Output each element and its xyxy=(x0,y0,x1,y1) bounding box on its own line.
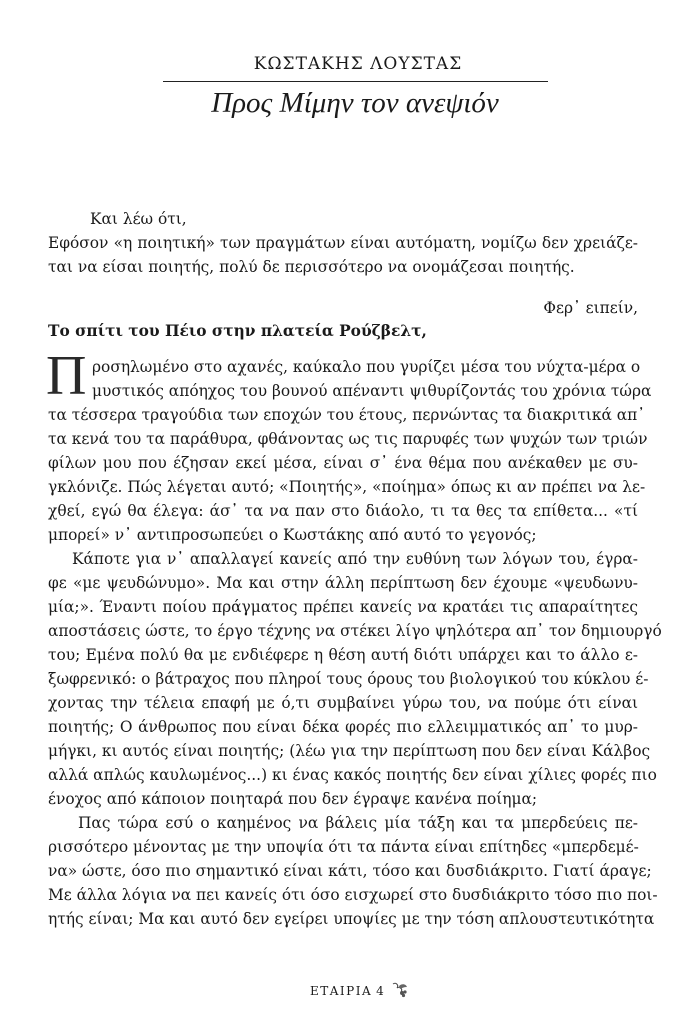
body-line: χθεί, εγώ θα έλεγα: άσ᾽ τα να παν στο διάολο, τι τα θες τα επίθετα... «τί xyxy=(48,502,638,520)
author-name: ΚΩΣΤΑΚΗΣ ΛΟΥΣΤΑΣ xyxy=(253,54,463,74)
body-line: να» ώστε, όσο πιο σημαντικό είναι κάτι, τόσο και δυσδιάκριτο. Γιατί άραγε; xyxy=(48,862,652,880)
body-line: μία;». Έναντι ποίου πράγματος πρέπει κανείς να κρατάει τις απαραίτητες xyxy=(48,598,638,616)
body-line: Με άλλα λόγια να πει κανείς ότι όσο εισχωρεί στο δυσδιάκριτο τόσο πιο ποι- xyxy=(48,886,658,904)
body-line: φε «με ψευδώνυμο». Μα και στην άλλη περίπτωση δεν έχουμε «ψευδωνυ- xyxy=(48,574,638,592)
body-line: γκλόνιζε. Πώς λέγεται αυτό; «Ποιητής», «ποίημα» όπως κι αν πρέπει να λε- xyxy=(48,478,646,496)
intro-line: Εφόσον «η ποιητική» των πραγμάτων είναι αυτόματη, νομίζω δεν χρειάζε- xyxy=(48,234,638,252)
body-line: μήγκι, κι αυτός είναι ποιητής; (λέω για την περίπτωση που δεν είναι Κάλβος xyxy=(48,742,651,760)
body-line: φίλων μου που έζησαν εκεί μέσα, είναι σ᾽ ένα θέμα που ανέκαθεν με συ- xyxy=(48,454,638,472)
intro-line: Και λέω ότι, xyxy=(90,210,187,228)
drop-cap: Π xyxy=(46,345,87,407)
body-line: του; Εμένα πολύ θα με ενδιέφερε η θέση αυτή διότι υπάρχει και το άλλο ε- xyxy=(48,646,638,664)
page-number: 4 xyxy=(376,984,386,998)
body-line: τα τέσσερα τραγούδια των εποχών του έτους, περνώντας τα διακριτικά απ᾽ xyxy=(48,406,645,424)
body-line: μπορεί» ν᾽ αντιπροσωπεύει ο Κωστάκης από αυτό το γεγονός; xyxy=(48,526,537,544)
body-line: ποιητής; Ο άνθρωπος που είναι δέκα φορές πιο ελλειμματικός απ᾽ το μυρ- xyxy=(48,718,638,736)
body-line: τα κενά του τα παράθυρα, φθάνοντας ως τις παρυφές των ψυχών των τριών xyxy=(48,430,648,448)
title-rule xyxy=(163,81,548,82)
body-line: ρισσότερο μένοντας με την υποψία ότι τα πάντα είναι επίτηδες «μπερδεμέ- xyxy=(48,838,639,856)
body-line: ητής είναι; Μα και αυτό δεν εγείρει υποψίες με την τόση απλουστευτικότητα xyxy=(48,910,655,928)
body-line: ξωφρενικό: ο βάτραχος που πληροί τους όρους του βιολογικού του κύκλου έ- xyxy=(48,670,649,688)
body-line: χοντας την τέλεια επαφή με ό,τι συμβαίνει γύρω του, να πούμε ότι είναι xyxy=(48,694,638,712)
body-line: ένοχος από κάποιον ποιηταρά που δεν έγραψε κανένα ποίημα; xyxy=(48,790,538,808)
body-line: αποστάσεις ώστε, το έργο τέχνης να στέκει λίγο ψηλότερα απ᾽ τον δημιουργό xyxy=(48,622,662,640)
body-line: Πας τώρα εσύ ο καημένος να βάλεις μία τάξη και τα μπερδεύεις πε- xyxy=(78,814,638,832)
body-line: αλλά απλώς καυλωμένος...) κι ένας κακός ποιητής δεν είναι χίλιες φορές πιο xyxy=(48,766,657,784)
body-line: ροσηλωμένο στο αχανές, καύκαλο που γυρίζει μέσα του νύχτα-μέρα ο xyxy=(92,358,641,376)
journal-name: ΕΤΑΙΡΙΑ xyxy=(310,984,373,998)
grape-ornament-icon xyxy=(390,980,410,1000)
page-footer xyxy=(310,984,385,998)
intro-line: Φερ᾽ ειπείν, xyxy=(543,299,638,317)
poem-title: Προς Μίμην τον ανεψιόν xyxy=(211,87,499,119)
intro-line: ται να είσαι ποιητής, πολύ δε περισσότερο να ονομάζεσαι ποιητής. xyxy=(48,258,575,276)
body-line: μυστικός απόηχος του βουνού απέναντι ψιθυρίζοντάς του χρόνια τώρα xyxy=(92,382,652,400)
section-heading: Το σπίτι του Πέιο στην πλατεία Ρούζβελτ, xyxy=(48,322,427,340)
body-line: Κάποτε για ν᾽ απαλλαγεί κανείς από την ευθύνη των λόγων του, έγρα- xyxy=(72,550,638,568)
